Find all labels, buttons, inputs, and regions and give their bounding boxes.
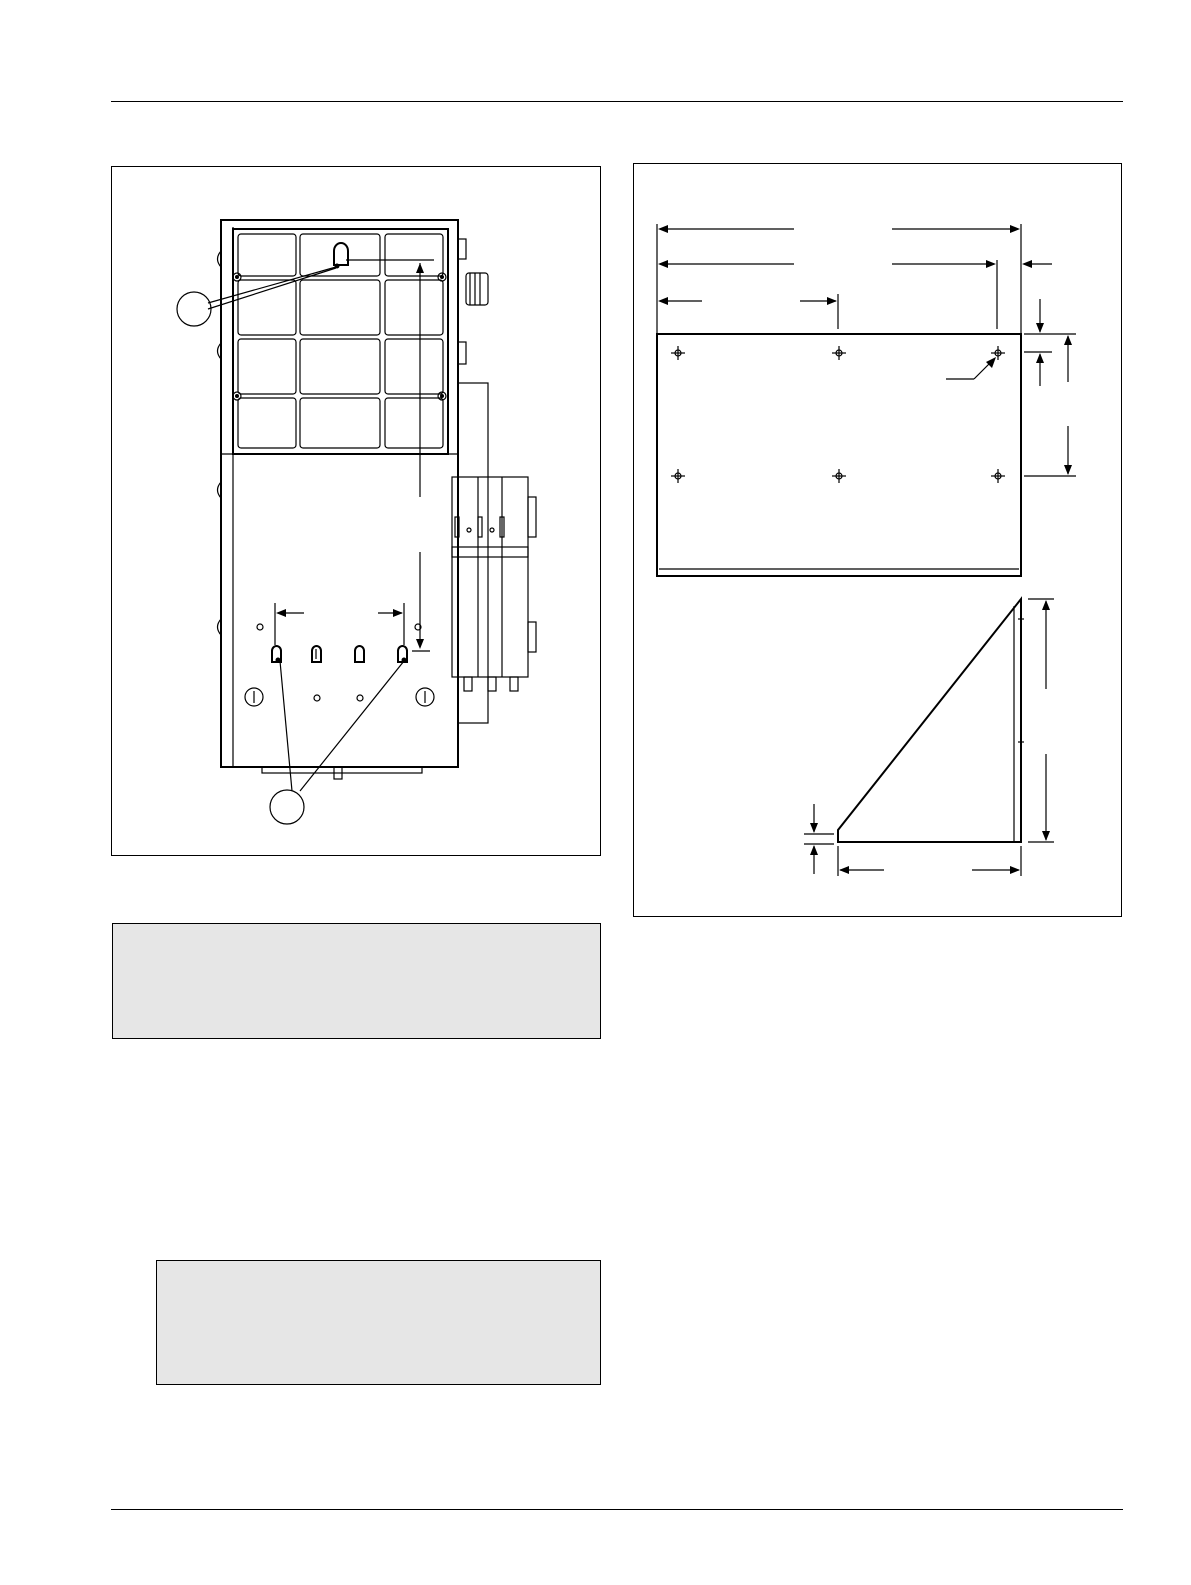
- lower-holes: [245, 624, 434, 706]
- note-box-1: [112, 923, 601, 1039]
- header-rule: [111, 101, 1123, 102]
- screws: [233, 273, 446, 400]
- callout-2: [270, 790, 304, 824]
- bracket-plate: [657, 334, 1021, 576]
- gusset: [804, 599, 1054, 876]
- figure-bracket-dimensions: [633, 163, 1122, 917]
- bracket-drawing: [634, 164, 1121, 916]
- note-box-2: [156, 1260, 601, 1385]
- top-dimensions: [657, 224, 1052, 334]
- instrument-drawing: [112, 167, 600, 855]
- footer-rule: [111, 1509, 1123, 1510]
- dimension-lines: [275, 260, 434, 651]
- side-dimensions: [1024, 299, 1076, 476]
- keyhole-top: [334, 243, 348, 269]
- panel-grid: [238, 234, 443, 448]
- figure-instrument-back: [111, 166, 601, 856]
- callout-leaders: [208, 267, 404, 791]
- plate-holes: [671, 346, 1005, 483]
- callout-1: [177, 292, 211, 326]
